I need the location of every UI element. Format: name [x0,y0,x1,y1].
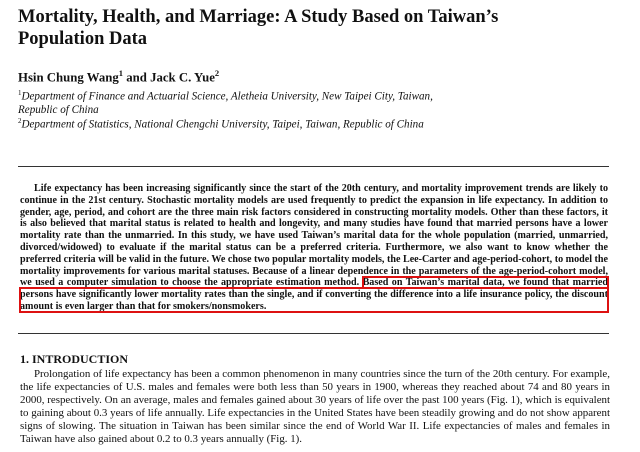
introduction-paragraph: Prolongation of life expectancy has been a common phenomenon in many countries since the turn of the 20th century. For example, the life expectancies of U.S. males and females were both less than 50 years in 1900, whereas they reached about 74 and 80 years in 2000, respectively. On an average, males and females gained about 30 years of life over the past 100 years (Fig. 1), which is equivalent to gaining about 0.3 years of life annually. Life expectancies in the United States have been steadily growing and do not show apparent signs of slowing. The situation in Taiwan has been similar since the end of World War II. Life expectancies of males and females in Taiwan have also gained about 0.2 to 0.3 years annually (Fig. 1). [20,368,610,445]
affiliation-2-mark: 2 [18,117,22,125]
bottom-divider [18,333,609,334]
title-line-2: Population Data [18,29,148,49]
title-line-1: Mortality, Health, and Marriage: A Study Based on Taiwan’s [18,7,499,27]
affiliation-1 [18,87,433,118]
affiliation-1-line-2: Republic of China [18,104,99,117]
abstract-text: Life expectancy has been increasing significantly since the start of the 20th century, and mortality improvement trends are likely to continue in the 21st century. Stochastic mortality models are used frequently to predict the expansion in life expectancy. In addition to gender, age, period, and cohort are the three main risk factors considered in constructing mortality models. Other than these factors, it is also believed that marital status is related to health and longevity, and many studies have found that married persons have a lower mortality rate than the unmarried. In this study, we have used Taiwan’s marital data for the whole population (married, unmarried, divorced/widowed) to evaluate if the marital status can be a preferred criteria. Furthermore, we also want to know whether the preferred criteria will be valid in the future. We chose two popular mortality models, the Lee-Carter and age-period-cohort, to model the mortality improvements for various marital statuses. Because of a linear dependence in the parameters of the age-period-cohort model, we used a computer simulation to choose the appropriate estimation method. [20,183,608,289]
author-conjunction: and [123,70,151,85]
author-line [18,68,219,85]
affiliation-1-mark: 1 [18,89,22,97]
author-2: Jack C. Yue [150,70,215,85]
affiliation-2 [18,115,424,132]
abstract [20,183,608,313]
abstract-highlighted-text: Based on Taiwan’s marital data, we found that married persons have significantly lower mortality rates than the single, and if converting the difference into a life insurance policy, the discount amount is even larger than that for smokers/nonsmokers. [20,277,608,312]
affiliation-2-line-1: Department of Statistics, National Chengchi University, Taipei, Taiwan, Republic of China [21,118,424,131]
affiliation-1-line-1: Department of Finance and Actuarial Science, Aletheia University, New Taipei City, Taiwan, [21,90,433,103]
top-divider [18,166,609,167]
author-1-affiliation-mark: 1 [118,68,124,78]
section-heading: 1. INTRODUCTION [20,352,129,366]
paper-title [18,6,628,50]
author-2-affiliation-mark: 2 [214,68,220,78]
author-1: Hsin Chung Wang [18,70,119,85]
